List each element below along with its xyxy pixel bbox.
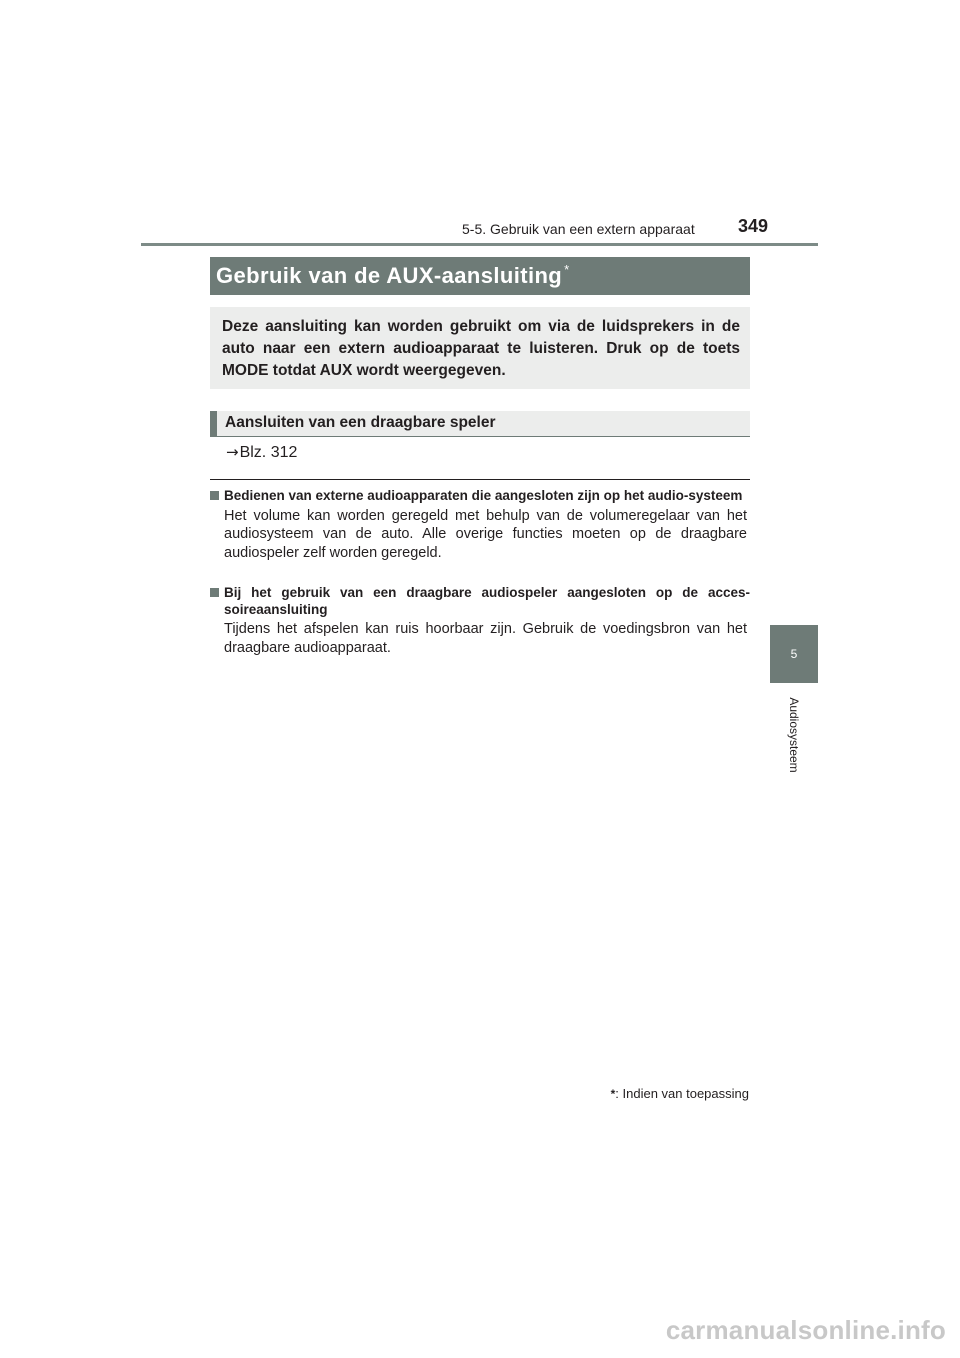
subsection-heading-text: Aansluiten van een draagbare speler [225,414,496,431]
intro-box [210,307,750,389]
page-reference[interactable] [226,443,297,462]
note-item [210,585,750,657]
intro-text: Deze aansluiting kan worden gebruikt om via de luidsprekers in de auto naar een extern audioapparaat te luisteren. Druk op de toets MODE totdat AUX wordt weergegeven. [222,318,740,379]
arrow-right-icon: → [226,443,239,461]
notes-divider [210,479,750,480]
running-header-section: 5-5. Gebruik van een extern apparaat [462,221,695,237]
note-item [210,488,750,562]
chapter-label: Audiosysteem [787,697,801,773]
asterisk-icon: * [610,1087,616,1101]
subsection-heading [210,411,750,437]
section-title-bar [210,257,750,295]
note-heading-text: Bedienen van externe audioapparaten die aangesloten zijn op het audio-systeem [224,488,743,503]
watermark: carmanualsonline.info [665,1315,946,1345]
page-number: 349 [738,216,769,236]
footnote [611,1086,749,1101]
chapter-number: 5 [790,647,798,661]
note-heading [210,488,750,505]
square-bullet-icon [210,588,219,597]
square-bullet-icon [210,491,219,500]
note-heading-text: Bij het gebruik van een draagbare audiospeler aangesloten op de acces-soireaansluiting [224,585,750,617]
section-title: Gebruik van de AUX-aansluiting [216,263,563,288]
header-rule [141,243,818,246]
note-heading [210,585,750,618]
chapter-tab [770,625,818,683]
note-body: Tijdens het afspelen kan ruis hoorbaar zijn. Gebruik de voedingsbron van het draagbare audioapparaat. [224,621,747,656]
subsection-accent-bar [210,411,217,437]
note-body: Het volume kan worden geregeld met behulp van de volumeregelaar van het audiosysteem van de auto. Alle overige functies moeten op de draagbare audiospeler zelf worden geregeld. [224,507,747,561]
footnote-text: : Indien van toepassing [615,1086,749,1101]
asterisk-marker: * [564,262,570,277]
page-reference-text: Blz. 312 [239,444,298,461]
